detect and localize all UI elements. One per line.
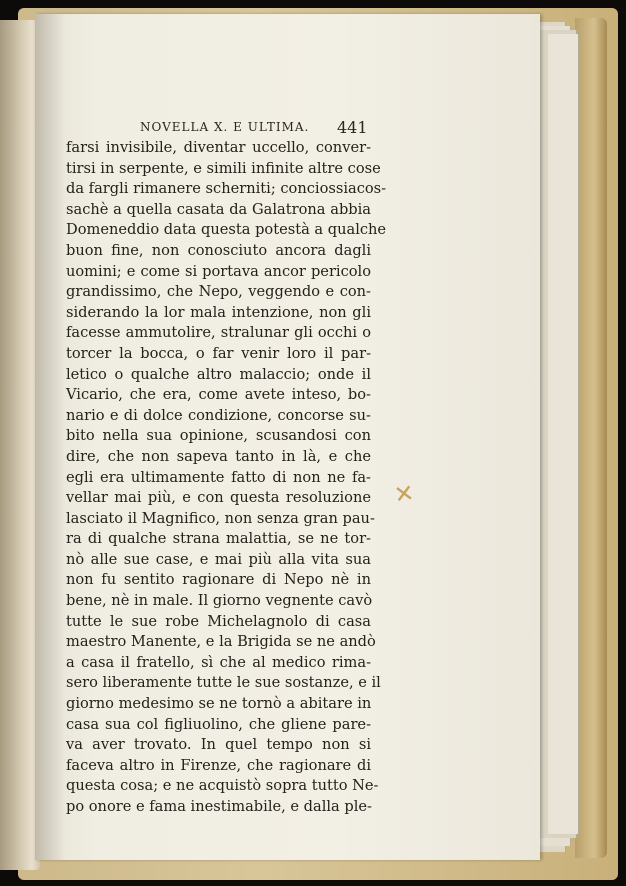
facing-page-edge <box>0 20 40 870</box>
text-line: va aver trovato. In quel tempo non si <box>66 736 371 754</box>
text-line: lasciato il Magnifico, non senza gran pau- <box>66 509 375 527</box>
text-line: po onore e fama inestimabile, e dalla ple- <box>66 798 372 815</box>
page-gutter-shadow <box>35 14 65 860</box>
text-line: farsi invisibile, diventar uccello, conver- <box>66 139 371 156</box>
text-line: casa sua col figliuolino, che gliene pare- <box>66 715 371 733</box>
text-line: buon fine, non conosciuto ancora dagli <box>66 241 371 259</box>
text-line: letico o qualche altro malaccio; onde il <box>66 365 371 383</box>
text-line: giorno medesimo se ne tornò a abitare in <box>66 695 372 713</box>
text-line: siderando la lor mala intenzione, non gli <box>66 303 371 321</box>
text-line: bene, nè in male. Il giorno vegnente cavò <box>66 592 373 610</box>
text-line: egli era ultimamente fatto di non ne fa- <box>66 468 371 486</box>
text-line: non fu sentito ragionare di Nepo nè in <box>66 571 371 589</box>
text-line: facesse ammutolire, stralunar gli occhi o <box>66 324 371 342</box>
text-line: dire, che non sapeva tanto in là, e che <box>66 447 371 465</box>
text-line: sero liberamente tutte le sue sostanze, e il <box>66 674 381 692</box>
text-line: a casa il fratello, sì che al medico rima- <box>66 653 371 671</box>
text-line: uomini; e come si portava ancor pericolo <box>66 262 371 280</box>
text-line: faceva altro in Firenze, che ragionare di <box>66 756 371 774</box>
text-line: sachè a quella casata da Galatrona abbia <box>66 200 371 218</box>
text-line: Vicario, che era, come avete inteso, bo- <box>66 386 371 404</box>
text-line: da fargli rimanere scherniti; conciossiacos- <box>66 180 387 198</box>
text-line: Domeneddio data questa potestà a qualche <box>66 221 387 239</box>
page-number: 441 <box>337 118 368 137</box>
cover-edge <box>575 18 607 858</box>
text-line: maestro Manente, e la Brigida se ne andò <box>66 633 376 651</box>
page-edges <box>548 34 579 834</box>
text-line: nario e di dolce condizione, concorse su- <box>66 406 371 424</box>
text-line: tutte le sue robe Michelagnolo di casa <box>66 612 371 630</box>
text-line: torcer la bocca, o far venir loro il par- <box>66 344 371 362</box>
text-line: ra di qualche strana malattia, se ne tor- <box>66 530 371 548</box>
stain-mark: ✕ <box>392 478 416 510</box>
running-head: NOVELLA X. E ULTIMA. <box>140 120 310 134</box>
text-line: nò alle sue case, e mai più alla vita sua <box>66 550 371 568</box>
text-line: vellar mai più, e con questa resoluzione <box>66 489 371 507</box>
text-line: questa cosa; e ne acquistò sopra tutto Ne- <box>66 777 379 795</box>
text-line: grandissimo, che Nepo, veggendo e con- <box>66 283 371 301</box>
body-text <box>66 138 387 818</box>
text-line: tirsi in serpente, e simili infinite altre cose <box>66 159 381 177</box>
text-line: bito nella sua opinione, scusandosi con <box>66 427 371 445</box>
